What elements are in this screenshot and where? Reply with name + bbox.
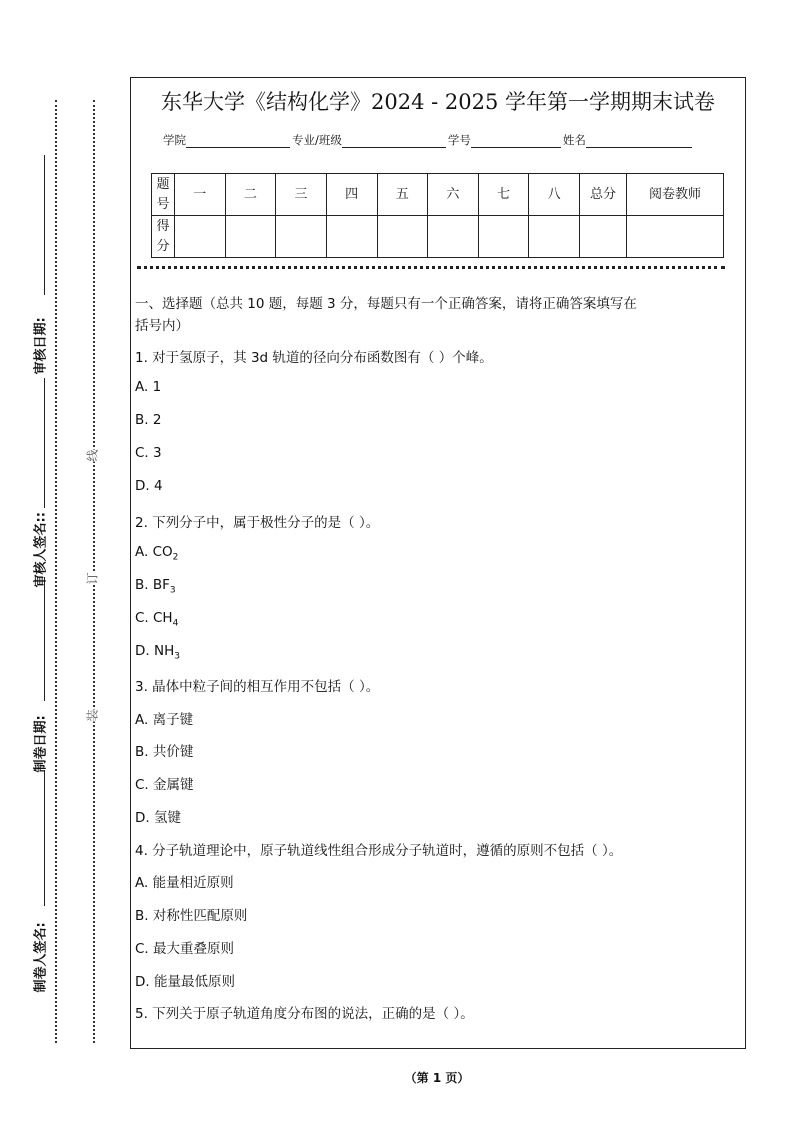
header-cell: 七 — [478, 174, 529, 216]
subscript: 3 — [169, 585, 176, 596]
signature-line — [44, 155, 45, 295]
question-stem: 1. 对于氢原子，其 3d 轨道的径向分布函数图有（ ）个峰。 — [135, 350, 493, 366]
name-field[interactable] — [586, 135, 692, 148]
question-stem: 2. 下列分子中，属于极性分子的是（ ）。 — [135, 515, 380, 531]
student-info — [163, 132, 694, 148]
score-cell[interactable] — [478, 216, 529, 258]
binding-dotted-line — [55, 100, 57, 1043]
score-cell[interactable] — [580, 216, 627, 258]
binding-char-zhuang: 装 — [85, 709, 100, 722]
college-label: 学院 — [163, 133, 186, 147]
question-stem: 3. 晶体中粒子间的相互作用不包括（ ）。 — [135, 679, 380, 695]
option: A. 能量相近原则 — [135, 875, 234, 891]
option: B. 2 — [135, 412, 162, 428]
signature-line — [44, 770, 45, 906]
table-row — [152, 216, 724, 258]
option-text: A. CO — [135, 544, 173, 560]
option: C. 金属键 — [135, 777, 194, 793]
college-field[interactable] — [186, 135, 290, 148]
option: D. 氢键 — [135, 810, 181, 826]
binding-char-ding: 订 — [85, 572, 100, 585]
major-field[interactable] — [342, 135, 446, 148]
option-text: D. NH — [135, 643, 175, 659]
option: A. 1 — [135, 379, 162, 395]
section-heading: 一、选择题（总共 10 题，每题 3 分，每题只有一个正确答案，请将正确答案填写在 — [135, 296, 637, 312]
score-cell[interactable] — [326, 216, 377, 258]
header-cell: 总分 — [580, 174, 627, 216]
subscript: 4 — [172, 618, 179, 629]
review-date-label: 审核日期: — [33, 317, 49, 375]
header-cell: 三 — [276, 174, 327, 216]
binding-char-xian: 线 — [85, 449, 100, 462]
student-id-field[interactable] — [471, 135, 561, 148]
score-cell[interactable] — [276, 216, 327, 258]
reviewer-sign-label: 审核人签名:: — [33, 512, 49, 588]
header-cell: 四 — [326, 174, 377, 216]
page-title: 东华大学《结构化学》2024 - 2025 学年第一学期期末试卷 — [160, 90, 715, 114]
option-text: B. BF — [135, 577, 170, 593]
table-row — [152, 174, 724, 216]
score-cell[interactable] — [225, 216, 276, 258]
subscript: 3 — [174, 651, 180, 662]
option: B. 共价键 — [135, 744, 194, 760]
page-number: （第 1 页） — [404, 1071, 470, 1085]
option: D. 能量最低原则 — [135, 974, 235, 990]
signature-line — [44, 378, 45, 508]
major-label: 专业/班级 — [292, 133, 342, 147]
header-cell: 八 — [529, 174, 580, 216]
option — [135, 610, 178, 629]
header-cell: 题号 — [152, 174, 175, 216]
option: B. 对称性匹配原则 — [135, 908, 248, 924]
section-heading-cont: 括号内） — [135, 318, 189, 334]
score-table — [151, 173, 724, 258]
score-cell[interactable] — [377, 216, 428, 258]
maker-sign-label: 制卷人签名: — [33, 922, 49, 993]
option: D. 4 — [135, 478, 163, 494]
option: C. 最大重叠原则 — [135, 941, 235, 957]
option-text: C. CH — [135, 610, 173, 626]
header-cell: 五 — [377, 174, 428, 216]
option — [135, 643, 180, 662]
subscript: 2 — [172, 552, 179, 563]
row-label: 得分 — [152, 216, 175, 258]
option — [135, 544, 178, 563]
header-cell: 阅卷教师 — [627, 174, 724, 216]
option — [135, 577, 176, 596]
option: C. 3 — [135, 445, 162, 461]
question-stem: 4. 分子轨道理论中，原子轨道线性组合形成分子轨道时，遵循的原则不包括（ ）。 — [135, 843, 623, 859]
signature-line — [44, 577, 45, 701]
score-cell[interactable] — [627, 216, 724, 258]
name-label: 姓名 — [562, 133, 586, 147]
header-cell: 二 — [225, 174, 276, 216]
student-id-label: 学号 — [447, 133, 471, 147]
option: A. 离子键 — [135, 712, 194, 728]
question-stem: 5. 下列关于原子轨道角度分布图的说法，正确的是（ ）。 — [135, 1006, 474, 1022]
header-cell: 六 — [428, 174, 479, 216]
score-cell[interactable] — [529, 216, 580, 258]
make-date-label: 制卷日期: — [33, 715, 49, 773]
score-cell[interactable] — [175, 216, 226, 258]
header-cell: 一 — [175, 174, 226, 216]
divider — [137, 266, 725, 269]
score-cell[interactable] — [428, 216, 479, 258]
